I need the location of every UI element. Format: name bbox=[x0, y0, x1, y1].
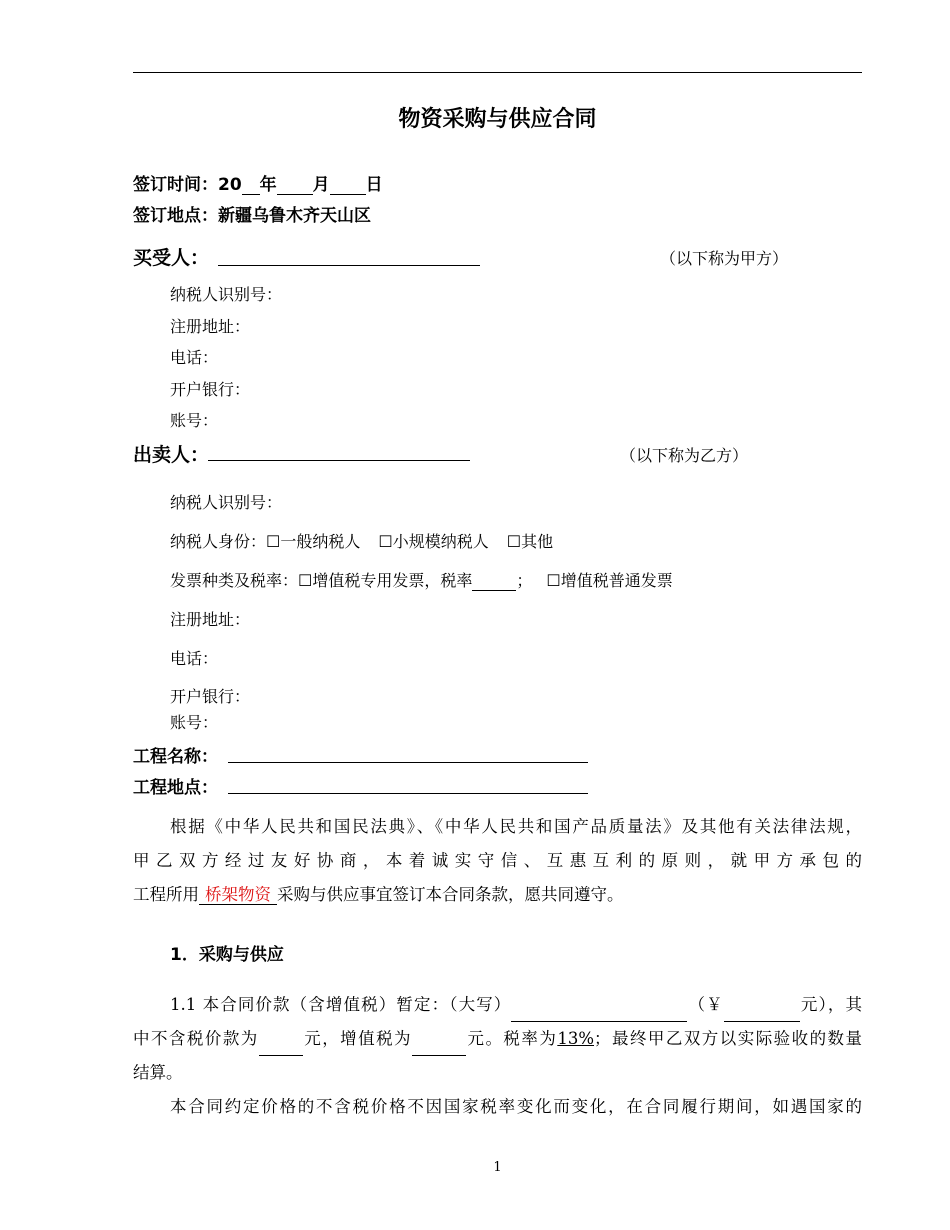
sign-time-row bbox=[133, 170, 383, 195]
intro-line-2: 甲乙双方经过友好协商，本着诚实守信、互惠互利的原则，就甲方承包的 bbox=[133, 851, 862, 870]
vat-amount-blank[interactable] bbox=[412, 1038, 466, 1056]
intro-line-3 bbox=[133, 878, 862, 912]
seller-tax-id: 纳税人识别号： bbox=[170, 493, 283, 512]
project-place-blank[interactable] bbox=[228, 793, 588, 794]
sign-place-row bbox=[133, 201, 371, 226]
pretax-amount-blank[interactable] bbox=[259, 1038, 303, 1056]
sign-place-value: 新疆乌鲁木齐天山区 bbox=[218, 206, 371, 226]
intro-line-3-pre: 工程所用 bbox=[133, 885, 199, 904]
identity-option-general: 一般纳税人 bbox=[280, 532, 361, 551]
project-name-blank[interactable] bbox=[228, 762, 588, 763]
clause-1-1-line-1: 1.1 本合同价款（含增值税）暂定：（大写） （￥ 元），其 bbox=[133, 988, 862, 1022]
seller-label: 出卖人： bbox=[133, 444, 210, 466]
buyer-phone: 电话： bbox=[170, 348, 219, 367]
clause-1-2-line-1: 本合同约定价格的不含税价格不因国家税率变化而变化，在合同履行期间，如遇国家的 bbox=[170, 1097, 862, 1116]
seller-identity-label: 纳税人身份： bbox=[170, 532, 267, 551]
checkbox-icon[interactable]: ☐ bbox=[378, 532, 393, 551]
clause-1-1-line-3: 结算。 bbox=[133, 1063, 183, 1082]
buyer-account: 账号： bbox=[170, 411, 219, 430]
tax-rate-blank[interactable] bbox=[472, 573, 516, 591]
intro-line-3-post: 采购与供应事宜签订本合同条款，愿共同遵守。 bbox=[277, 885, 624, 904]
buyer-name-blank[interactable] bbox=[218, 265, 480, 266]
intro-paragraph bbox=[133, 810, 862, 912]
buyer-address: 注册地址： bbox=[170, 317, 251, 336]
buyer-tax-id: 纳税人识别号： bbox=[170, 285, 283, 304]
seller-phone: 电话： bbox=[170, 649, 219, 668]
invoice-option-special: 增值税专用发票，税率 bbox=[312, 571, 473, 590]
seller-bank: 开户银行： bbox=[170, 687, 251, 706]
tax-rate-value: 13% bbox=[557, 1029, 595, 1048]
section-1-paragraph bbox=[133, 988, 862, 1124]
seller-account: 账号： bbox=[170, 713, 219, 732]
page-number: 1 bbox=[493, 1160, 502, 1175]
seller-identity-row bbox=[170, 529, 553, 552]
day-blank[interactable] bbox=[330, 176, 366, 195]
clause-1-1-line-2: 中不含税价款为 元，增值税为 元。税率为13%；最终甲乙双方以实际验收的数量 bbox=[133, 1022, 862, 1056]
sign-place-label: 签订地点： bbox=[133, 206, 218, 226]
checkbox-icon[interactable]: ☐ bbox=[506, 532, 522, 551]
header-rule bbox=[133, 72, 862, 73]
seller-invoice-row bbox=[170, 568, 673, 591]
section-1-heading: 1．采购与供应 bbox=[170, 945, 284, 965]
invoice-option-normal: 增值税普通发票 bbox=[560, 571, 673, 590]
project-place-label: 工程地点： bbox=[133, 778, 218, 798]
sign-time-label: 签订时间： bbox=[133, 175, 218, 195]
year-blank[interactable] bbox=[242, 176, 260, 195]
page-title: 物资采购与供应合同 bbox=[398, 107, 597, 132]
amount-figures-blank[interactable] bbox=[724, 1004, 800, 1022]
checkbox-icon[interactable]: ☐ bbox=[546, 571, 561, 590]
goods-name: 桥架物资 bbox=[199, 885, 277, 905]
buyer-label: 买受人： bbox=[133, 247, 210, 269]
invoice-separator: ； bbox=[516, 571, 533, 590]
year-text: 年 bbox=[259, 175, 277, 195]
intro-line-1: 根据《中华人民共和国民法典》、《中华人民共和国产品质量法》及其他有关法律法规， bbox=[170, 817, 862, 836]
sign-time-prefix: 20 bbox=[218, 175, 242, 195]
month-blank[interactable] bbox=[277, 176, 313, 195]
seller-alias: （以下称为乙方） bbox=[620, 446, 749, 465]
amount-words-blank[interactable] bbox=[511, 1004, 687, 1022]
seller-name-blank[interactable] bbox=[208, 460, 470, 461]
month-text: 月 bbox=[312, 175, 330, 195]
buyer-alias: （以下称为甲方） bbox=[660, 249, 789, 268]
checkbox-icon[interactable]: ☐ bbox=[298, 571, 313, 590]
buyer-bank: 开户银行： bbox=[170, 380, 251, 399]
identity-option-small: 小规模纳税人 bbox=[392, 532, 489, 551]
seller-address: 注册地址： bbox=[170, 610, 251, 629]
checkbox-icon[interactable]: ☐ bbox=[266, 532, 281, 551]
project-name-label: 工程名称： bbox=[133, 747, 218, 767]
identity-option-other: 其他 bbox=[521, 532, 554, 551]
seller-invoice-label: 发票种类及税率： bbox=[170, 571, 299, 590]
day-text: 日 bbox=[365, 175, 383, 195]
